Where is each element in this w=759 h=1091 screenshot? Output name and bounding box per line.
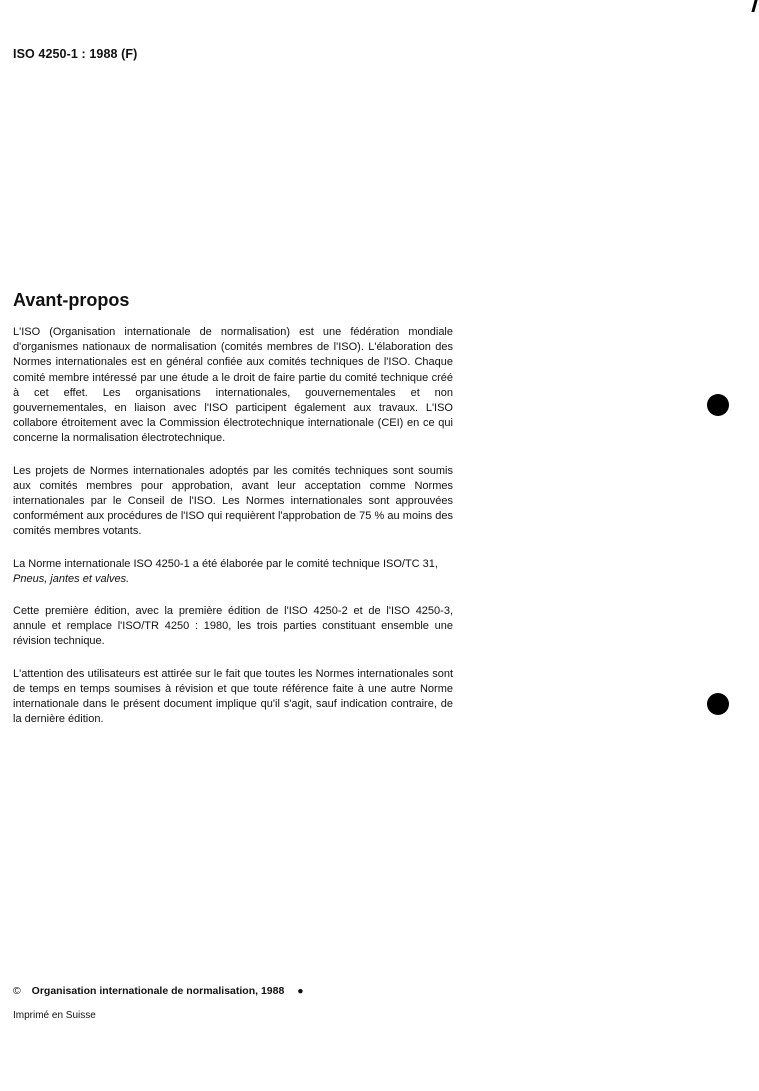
paragraph-1: L'ISO (Organisation internationale de normalisation) est une fédération mondiale d'organismes nationaux de normalisation (comités membres de l'ISO). L'élaboration des Normes internationales est en général confiée aux comités techniques de l'ISO. Chaque comité membre intéressé par une étude a le droit de faire partie du comité technique créé à cet effet. Les organisations internationales, gouvernementales et non gouvernementales, en liaison avec l'ISO participent également aux travaux. L'ISO collabore étroitement avec la Commission électrotechnique internationale (CEI) en ce qui concerne la normalisation électrotechnique.: [13, 326, 453, 445]
document-reference: ISO 4250-1 : 1988 (F): [13, 47, 138, 61]
paragraph-2: Les projets de Normes internationales adoptés par les comités techniques sont soumis aux comités membres pour approbation, avant leur acceptation comme Normes internationales par le Conseil de l'ISO. Les Normes internationales sont approuvées conformément aux procédures de l'ISO qui requièrent l'approbation de 75 % au moins des comités membres votants.: [13, 464, 453, 538]
corner-scan-mark: [751, 0, 757, 12]
copyright-organisation: Organisation internationale de normalisation, 1988: [31, 985, 285, 997]
copyright-icon: ©: [13, 985, 21, 997]
paragraph-3: [13, 557, 453, 587]
punch-hole-top: [707, 394, 729, 416]
punch-hole-bottom: [707, 693, 729, 715]
copyright-line: [13, 985, 304, 997]
committee-title: Pneus, jantes et valves.: [13, 572, 130, 585]
foreword-body: [13, 325, 453, 744]
printed-location: Imprimé en Suisse: [13, 1010, 96, 1021]
paragraph-4: Cette première édition, avec la première édition de l'ISO 4250-2 et de l'ISO 4250-3, annule et remplace l'ISO/TR 4250 : 1980, les trois parties constituant ensemble une révision technique.: [13, 605, 453, 648]
paragraph-3-text: La Norme internationale ISO 4250-1 a été élaborée par le comité technique ISO/TC 31,: [13, 557, 438, 570]
paragraph-5: L'attention des utilisateurs est attirée sur le fait que toutes les Normes internationales sont de temps en temps soumises à révision et que toute référence faite à une autre Norme internationale dans le présent document implique qu'il s'agit, sauf indication contraire, de la dernière édition.: [13, 667, 453, 726]
bullet-icon: ●: [297, 985, 304, 997]
section-title: Avant-propos: [13, 290, 130, 310]
